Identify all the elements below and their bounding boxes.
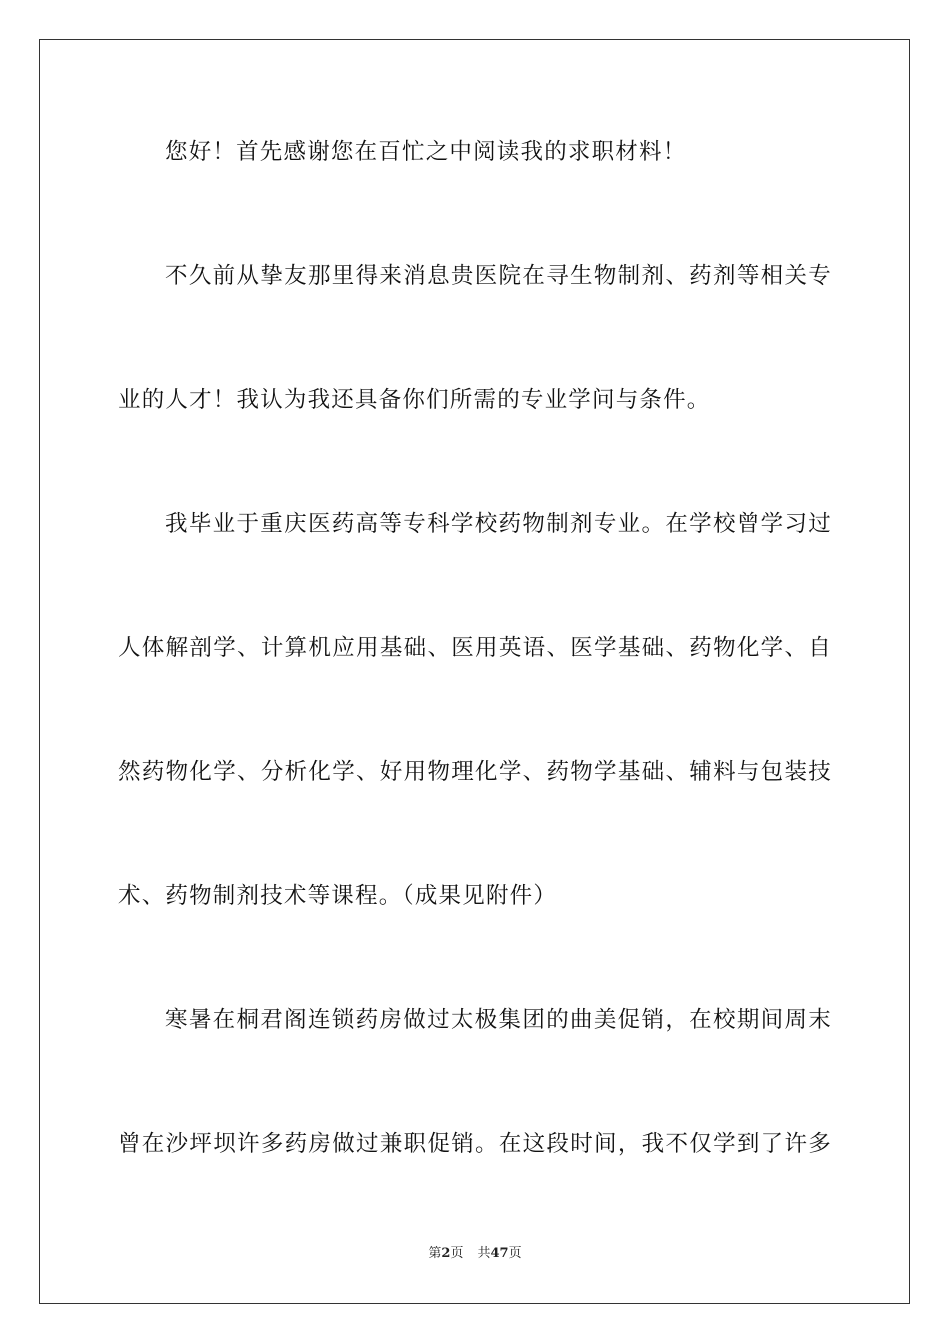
paragraph-line: 术、药物制剂技术等课程。（成果见附件） [118, 883, 558, 909]
page-border [39, 39, 910, 1304]
total-label-prefix: 共 [477, 1246, 491, 1261]
total-pages: 47 [490, 1246, 509, 1261]
paragraph-greeting: 您好！首先感谢您在百忙之中阅读我的求职材料！ [165, 139, 687, 165]
page-number: 2 [441, 1246, 451, 1261]
paragraph-line: 人体解剖学、计算机应用基础、医用英语、医学基础、药物化学、自 [118, 635, 832, 661]
paragraph-line: 寒暑在桐君阁连锁药房做过太极集团的曲美促销，在校期间周末 [165, 1007, 832, 1033]
paragraph-line: 不久前从挚友那里得来消息贵医院在寻生物制剂、药剂等相关专 [165, 263, 832, 289]
page-label-prefix: 第 [428, 1246, 442, 1261]
paragraph-line: 然药物化学、分析化学、好用物理化学、药物学基础、辅料与包装技 [118, 759, 832, 785]
paragraph-line: 业的人才！我认为我还具备你们所需的专业学问与条件。 [118, 387, 711, 413]
total-label-suffix: 页 [508, 1246, 522, 1261]
paragraph-line: 我毕业于重庆医药高等专科学校药物制剂专业。在学校曾学习过 [165, 511, 832, 537]
page-label-suffix: 页 [450, 1246, 464, 1261]
page-footer [0, 1245, 950, 1263]
paragraph-line: 曾在沙坪坝许多药房做过兼职促销。在这段时间，我不仅学到了许多 [118, 1131, 832, 1157]
